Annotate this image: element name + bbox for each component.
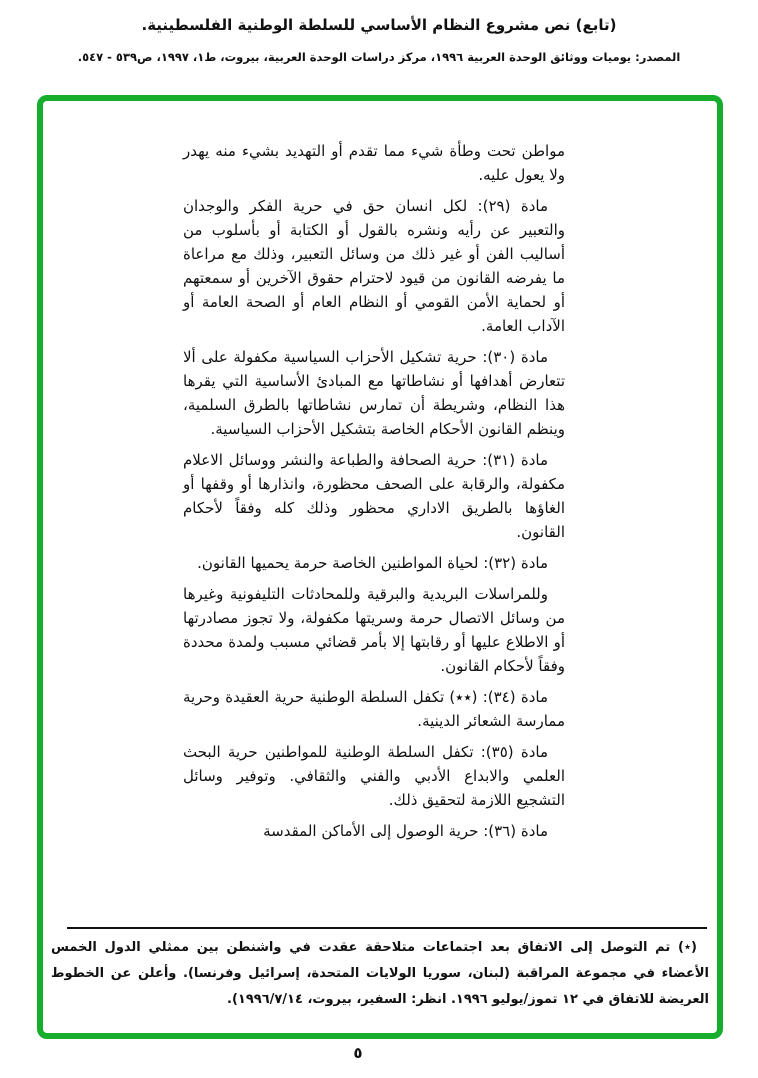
body-paragraph: مادة (٣٠): حرية تشكيل الأحزاب السياسية مكفولة على ألا تتعارض أهدافها أو نشاطاتها مع المبادئ الأساسية التي يقرها هذا النظام، وشريطة أن تمارس نشاطاتها بالطرق السلمية، وينظم القانون الأحكام الخاصة بتشكيل الأحزاب السياسية. <box>183 348 565 438</box>
footnote-divider <box>67 927 707 929</box>
body-paragraph: مادة (٣٦): حرية الوصول إلى الأماكن المقدسة <box>263 822 548 840</box>
body-paragraph: وللمراسلات البريدية والبرقية وللمحادثات التليفونية وغيرها من وسائل الاتصال حرمة وسريتها مكفولة، ولا تجوز مصادرتها أو الاطلاع عليها أو رقابتها إلا بأمر قضائي مسبب ولمدة محددة وفقاً لأحكام القانون. <box>183 585 565 675</box>
page-title: (تابع) نص مشروع النظام الأساسي للسلطة الوطنية الفلسطينية. <box>141 16 617 34</box>
body-paragraph: مادة (٣٥): تكفل السلطة الوطنية للمواطنين حرية البحث العلمي والابداع الأدبي والفني والثقافي. وتوفير وسائل التشجيع اللازمة لتحقيق ذلك. <box>183 743 565 809</box>
body-paragraph: مادة (٣٤): (٭٭) تكفل السلطة الوطنية حرية العقيدة وحرية ممارسة الشعائر الدينية. <box>183 688 565 730</box>
body-paragraph: مادة (٣٢): لحياة المواطنين الخاصة حرمة يحميها القانون. <box>197 554 548 572</box>
body-paragraph: مادة (٢٩): لكل انسان حق في حرية الفكر والوجدان والتعبير عن رأيه ونشره بالقول أو الكتابة أو بأسلوب من أساليب الفن أو غير ذلك من وسائل التعبير، وذلك مع مراعاة ما يفرضه القانون من قيود لاحترام حقوق الآخرين أو سمعتهم أو لحماية الأمن القومي أو النظام العام أو الصحة العامة أو الآداب العامة. <box>183 197 565 335</box>
article-list <box>183 139 565 850</box>
body-paragraph: مادة (٣١): حرية الصحافة والطباعة والنشر ووسائل الاعلام مكفولة، والرقابة على الصحف محظورة، وانذارها أو وقفها أو الغاؤها بالطريق الاداري محظور وذلك كله وفقاً لأحكام القانون. <box>183 451 565 541</box>
page-number: ٥ <box>353 1044 363 1062</box>
footnote-text: (٭) تم التوصل إلى الاتفاق بعد اجتماعات متلاحقة عقدت في واشنطن بين ممثلي الدول الخمس الأعضاء في مجموعة المراقبة (لبنان، سوريا الولايات المتحدة، إسرائيل وفرنسا). وأعلن عن الخطوط العريضة للاتفاق في ١٢ تموز/يوليو ١٩٩٦. انظر: السفير، بيروت، ١٩٩٦/٧/١٤). <box>51 940 709 1007</box>
green-highlight-frame <box>37 95 723 1039</box>
body-paragraph: مواطن تحت وطأة شيء مما تقدم أو التهديد بشيء منه يهدر ولا يعول عليه. <box>183 142 565 184</box>
source-citation: المصدر: يوميات ووثائق الوحدة العربية ١٩٩٦، مركز دراسات الوحدة العربية، بيروت، ط١، ١٩٩٧، ص٥٣٩ - ٥٤٧. <box>77 50 681 64</box>
